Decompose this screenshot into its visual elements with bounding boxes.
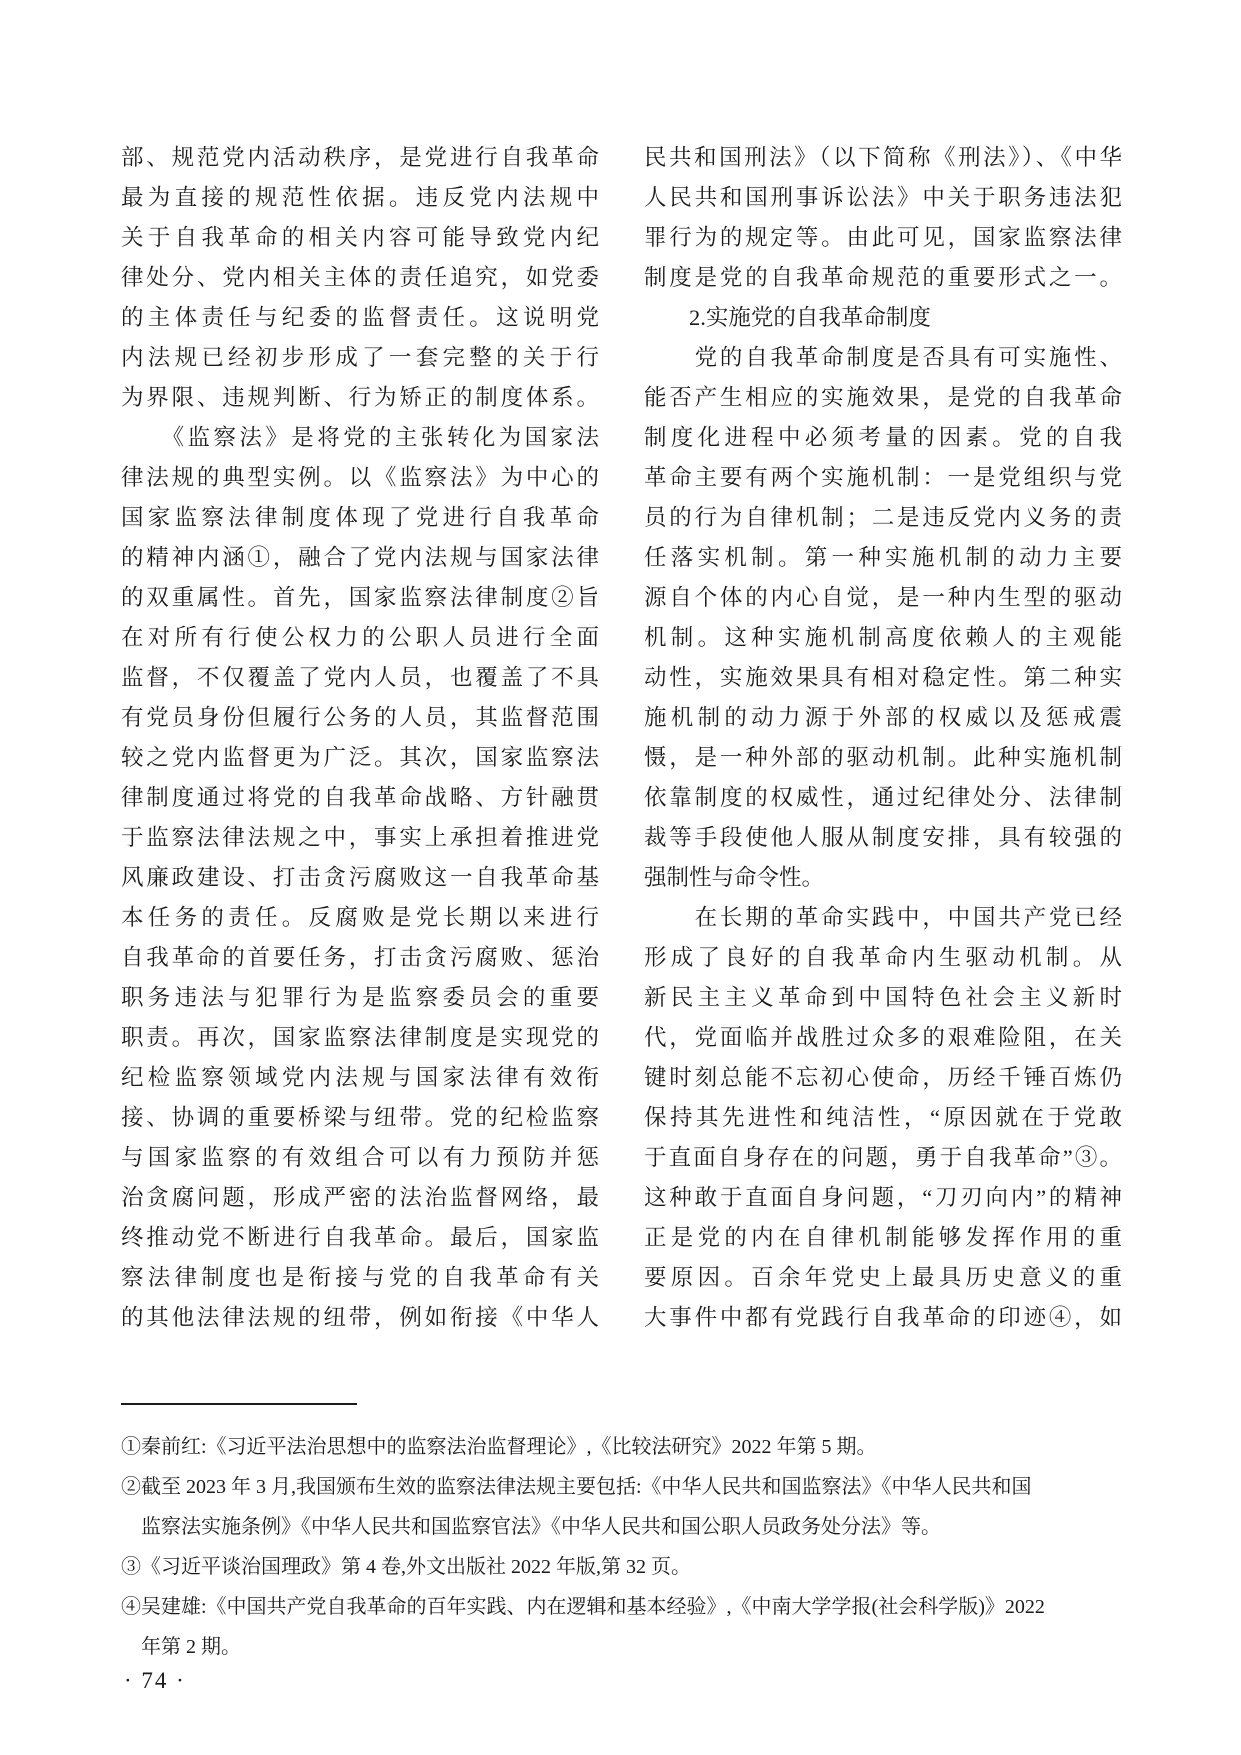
text-line: 大事件中都有党践行自我革命的印迹④，如 [644, 1305, 1122, 1330]
footnote-line: ②截至 2023 年 3 月,我国颁布生效的监察法律法规主要包括:《中华人民共和国监察法》《中华人民共和国 [121, 1476, 1032, 1498]
text-line: 《监察法》是将党的主张转化为国家法 [121, 425, 599, 450]
text-line: 自我革命的首要任务，打击贪污腐败、惩治 [121, 945, 599, 970]
text-line: 保持其先进性和纯洁性，“原因就在于党敢 [644, 1105, 1122, 1130]
footnote-line: ③《习近平谈治国理政》第 4 卷,外文出版社 2022 年版,第 32 页。 [121, 1556, 691, 1578]
text-line: 为界限、违规判断、行为矫正的制度体系。 [121, 385, 599, 410]
text-line: 的其他法律法规的纽带，例如衔接《中华人 [121, 1305, 599, 1330]
text-line: 于监察法律法规之中，事实上承担着推进党 [121, 825, 599, 850]
text-line: 的双重属性。首先，国家监察法律制度②旨 [121, 585, 599, 610]
text-line: 代，党面临并战胜过众多的艰难险阻，在关 [644, 1025, 1122, 1050]
text-line: 职务违法与犯罪行为是监察委员会的重要 [121, 985, 599, 1010]
text-line: 员的行为自律机制；二是违反党内义务的责 [644, 505, 1122, 530]
footnote-separator [121, 1403, 357, 1405]
text-line: 本任务的责任。反腐败是党长期以来进行 [121, 905, 599, 930]
text-line: 察法律制度也是衔接与党的自我革命有关 [121, 1265, 599, 1290]
text-line: 部、规范党内活动秩序，是党进行自我革命 [121, 145, 599, 170]
footnote-line: 监察法实施条例》《中华人民共和国监察官法》《中华人民共和国公职人员政务处分法》等。 [121, 1516, 941, 1538]
body-column-left [121, 138, 599, 1338]
text-line: 律制度通过将党的自我革命战略、方针融贯 [121, 785, 599, 810]
text-line: 制度化进程中必须考量的因素。党的自我 [644, 425, 1122, 450]
footnote-line: 年第 2 期。 [121, 1636, 241, 1658]
text-line: 终推动党不断进行自我革命。最后，国家监 [121, 1225, 599, 1250]
text-line: 任落实机制。第一种实施机制的动力主要 [644, 545, 1122, 570]
text-line: 民共和国刑法》（以下简称《刑法》）、《中华 [644, 145, 1122, 170]
text-line: 2.实施党的自我革命制度 [644, 305, 931, 330]
text-line: 正是党的内在自律机制能够发挥作用的重 [644, 1225, 1122, 1250]
text-line: 关于自我革命的相关内容可能导致党内纪 [121, 225, 599, 250]
text-line: 裁等手段使他人服从制度安排，具有较强的 [644, 825, 1122, 850]
text-line: 国家监察法律制度体现了党进行自我革命 [121, 505, 599, 530]
text-line: 动性，实施效果具有相对稳定性。第二种实 [644, 665, 1122, 690]
text-line: 职责。再次，国家监察法律制度是实现党的 [121, 1025, 599, 1050]
text-line: 较之党内监督更为广泛。其次，国家监察法 [121, 745, 599, 770]
text-line: 制度是党的自我革命规范的重要形式之一。 [644, 265, 1122, 290]
text-line: 风廉政建设、打击贪污腐败这一自我革命基 [121, 865, 599, 890]
text-line: 的精神内涵①，融合了党内法规与国家法律 [121, 545, 599, 570]
text-line: 新民主主义革命到中国特色社会主义新时 [644, 985, 1122, 1010]
text-line: 要原因。百余年党史上最具历史意义的重 [644, 1265, 1122, 1290]
page-number: · 74 · [124, 1668, 186, 1693]
text-line: 最为直接的规范性依据。违反党内法规中 [121, 185, 599, 210]
text-line: 慑，是一种外部的驱动机制。此种实施机制 [644, 745, 1122, 770]
text-line: 党的自我革命制度是否具有可实施性、 [644, 345, 1122, 370]
text-line: 治贪腐问题，形成严密的法治监督网络，最 [121, 1185, 599, 1210]
text-line: 在长期的革命实践中，中国共产党已经 [644, 905, 1122, 930]
text-line: 施机制的动力源于外部的权威以及惩戒震 [644, 705, 1122, 730]
text-line: 的主体责任与纪委的监督责任。这说明党 [121, 305, 599, 330]
text-line: 人民共和国刑事诉讼法》中关于职务违法犯 [644, 185, 1122, 210]
text-line: 纪检监察领域党内法规与国家法律有效衔 [121, 1065, 599, 1090]
text-line: 律法规的典型实例。以《监察法》为中心的 [121, 465, 599, 490]
footnotes [121, 1427, 1126, 1667]
footnote-line: ④吴建雄:《中国共产党自我革命的百年实践、内在逻辑和基本经验》,《中南大学学报(社会科学版)》2022 [121, 1596, 1045, 1618]
text-line: 监督，不仅覆盖了党内人员，也覆盖了不具 [121, 665, 599, 690]
text-line: 罪行为的规定等。由此可见，国家监察法律 [644, 225, 1122, 250]
text-line: 与国家监察的有效组合可以有力预防并惩 [121, 1145, 599, 1170]
text-line: 源自个体的内心自觉，是一种内生型的驱动 [644, 585, 1122, 610]
text-line: 依靠制度的权威性，通过纪律处分、法律制 [644, 785, 1122, 810]
text-line: 于直面自身存在的问题，勇于自我革命”③。 [644, 1145, 1122, 1170]
text-line: 革命主要有两个实施机制：一是党组织与党 [644, 465, 1122, 490]
text-line: 律处分、党内相关主体的责任追究，如党委 [121, 265, 599, 290]
text-line: 有党员身份但履行公务的人员，其监督范围 [121, 705, 599, 730]
body-column-right [644, 138, 1122, 1338]
text-line: 形成了良好的自我革命内生驱动机制。从 [644, 945, 1122, 970]
text-line: 机制。这种实施机制高度依赖人的主观能 [644, 625, 1122, 650]
text-line: 在对所有行使公权力的公职人员进行全面 [121, 625, 599, 650]
body-text [121, 138, 1122, 1338]
text-line: 接、协调的重要桥梁与纽带。党的纪检监察 [121, 1105, 599, 1130]
text-line: 内法规已经初步形成了一套完整的关于行 [121, 345, 599, 370]
text-line: 这种敢于直面自身问题，“刀刃向内”的精神 [644, 1185, 1122, 1210]
footnote-line: ①秦前红:《习近平法治思想中的监察法治监督理论》,《比较法研究》2022 年第 5 期。 [121, 1436, 877, 1458]
text-line: 键时刻总能不忘初心使命，历经千锤百炼仍 [644, 1065, 1122, 1090]
text-line: 能否产生相应的实施效果，是党的自我革命 [644, 385, 1122, 410]
text-line: 强制性与命令性。 [644, 865, 825, 890]
